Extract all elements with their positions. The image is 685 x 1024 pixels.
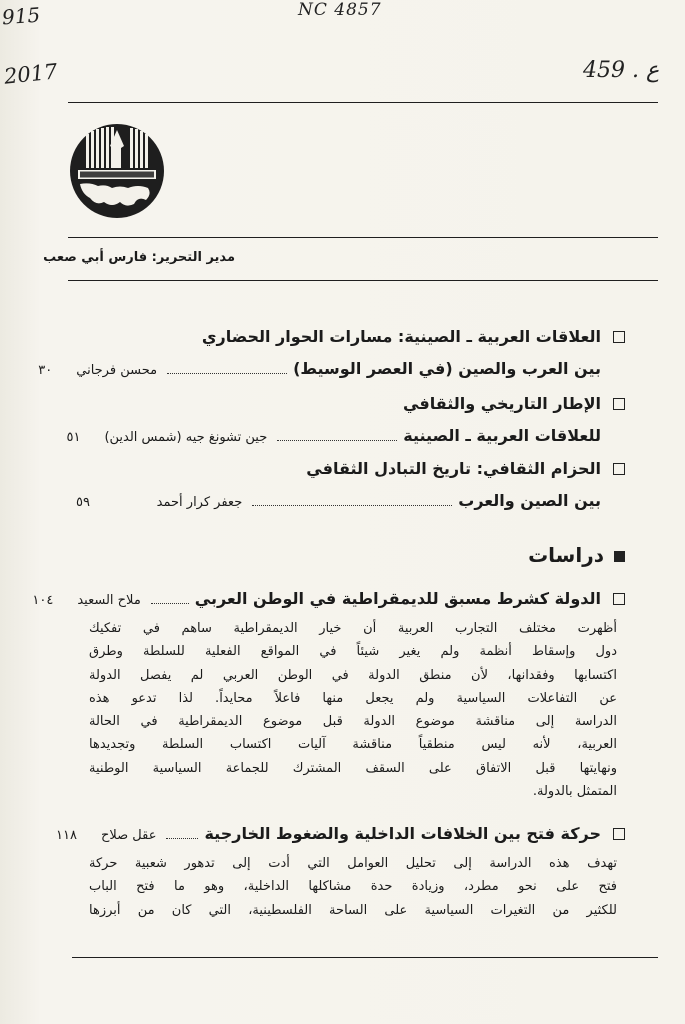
toc-author: جين تشونغ جيه (شمس الدين): [104, 430, 268, 445]
checkbox-bullet-icon: [613, 398, 625, 410]
abstract-line: ونهايتها قبل الاتفاق على السقف المشترك للجماعة السياسية الوطنية: [89, 760, 617, 776]
study-abstract: [89, 617, 617, 803]
editor-label: مدير التحرير:: [151, 250, 235, 265]
publisher-logo-icon: [68, 122, 166, 220]
leader-dots: [167, 363, 287, 374]
study-title: حركة فتح بين الخلافات الداخلية والضغوط الخارجية: [204, 824, 601, 843]
study-page-number: ١٠٤: [32, 593, 54, 608]
abstract-line: دول وإسقاط أنظمة ولم يغير شيئاً في المواقع الفعلية للسلطة وطرق: [89, 644, 617, 660]
toc-page-number: ٥٩: [76, 495, 90, 510]
toc-title-line2: بين الصين والعرب: [458, 491, 601, 510]
toc-entry[interactable]: [66, 394, 625, 458]
checkbox-bullet-icon: [613, 593, 625, 605]
call-number: NC 4857: [298, 0, 382, 20]
toc-entry[interactable]: [76, 459, 625, 523]
toc-title-line1: الحزام الثقافي: تاريخ التبادل الثقافي: [306, 459, 601, 478]
issue-number: 459 . ع: [583, 58, 660, 83]
leader-dots: [151, 593, 189, 604]
checkbox-bullet-icon: [613, 331, 625, 343]
checkbox-bullet-icon: [613, 828, 625, 840]
toc-title-line2: للعلاقات العربية ـ الصينية: [403, 426, 601, 445]
abstract-line: العربية، لأنه ليس منطقياً مناقشة آليات اكتساب السلطة وتجديدها: [89, 737, 617, 753]
abstract-line: أظهرت مختلف التجارب العربية أن خيار الديمقراطية ساهم في تفكيك: [89, 621, 617, 636]
abstract-line: للكثير من التغيرات السياسية على الساحة الفلسطينية، التي كان من أبرزها: [89, 902, 617, 918]
header-rule-1: [68, 237, 658, 238]
toc-author: جعفر كرار أحمد: [156, 495, 243, 510]
abstract-line: الدراسة إلى مناقشة موضوع الدولة قبل موضوع الديمقراطية في الحالة: [89, 714, 617, 730]
section-title: دراسات: [528, 543, 604, 567]
handwritten-number: 915: [1, 2, 41, 30]
abstract-line: المتمثل بالدولة.: [532, 784, 617, 800]
editor-name: فارس أبي صعب: [43, 250, 148, 265]
checkbox-bullet-icon: [613, 463, 625, 475]
toc-page-number: ٣٠: [38, 363, 53, 378]
abstract-line: اكتسابها وفقدانها، لأن منطق الدولة في الوطن العربي لم يفصل الدولة: [89, 667, 617, 683]
top-rule: [68, 102, 658, 103]
bottom-rule: [72, 957, 658, 958]
leader-dots: [166, 828, 198, 839]
handwritten-year: 2017: [2, 59, 59, 89]
study-author: ملاح السعيد: [77, 593, 141, 608]
study-title: الدولة كشرط مسبق للديمقراطية في الوطن العربي: [194, 589, 601, 608]
toc-page-number: ٥١: [66, 430, 81, 445]
abstract-line: تهدف هذه الدراسة إلى تحليل العوامل التي أدت إلى تدهور شعبية حركة: [89, 856, 617, 871]
study-page-number: ١١٨: [56, 828, 77, 843]
leader-dots: [252, 495, 452, 506]
toc-title-line1: الإطار التاريخي والثقافي: [403, 394, 601, 413]
toc-title-line2: بين العرب والصين (في العصر الوسيط): [293, 359, 601, 378]
header-rule-2: [68, 280, 658, 281]
toc-entry[interactable]: [38, 327, 625, 391]
editor-credit: [43, 250, 235, 265]
abstract-line: فتح على نحو مطرد، وزيادة حدة مشاكلها الداخلية، وهو ما فتح الباب: [89, 879, 617, 895]
section-heading: [528, 543, 625, 567]
study-abstract: [89, 852, 617, 922]
study-author: عقل صلاح: [100, 828, 157, 843]
toc-title-line1: العلاقات العربية ـ الصينية: مسارات الحوار الحضاري: [201, 327, 601, 346]
toc-author: محسن فرجاني: [76, 363, 158, 378]
filled-square-icon: [614, 551, 625, 562]
abstract-line: عن التفاعلات السياسية ولم يجعل منها فاعلاً محايداً. لذا تدعو هذه: [89, 690, 617, 706]
leader-dots: [277, 430, 397, 441]
